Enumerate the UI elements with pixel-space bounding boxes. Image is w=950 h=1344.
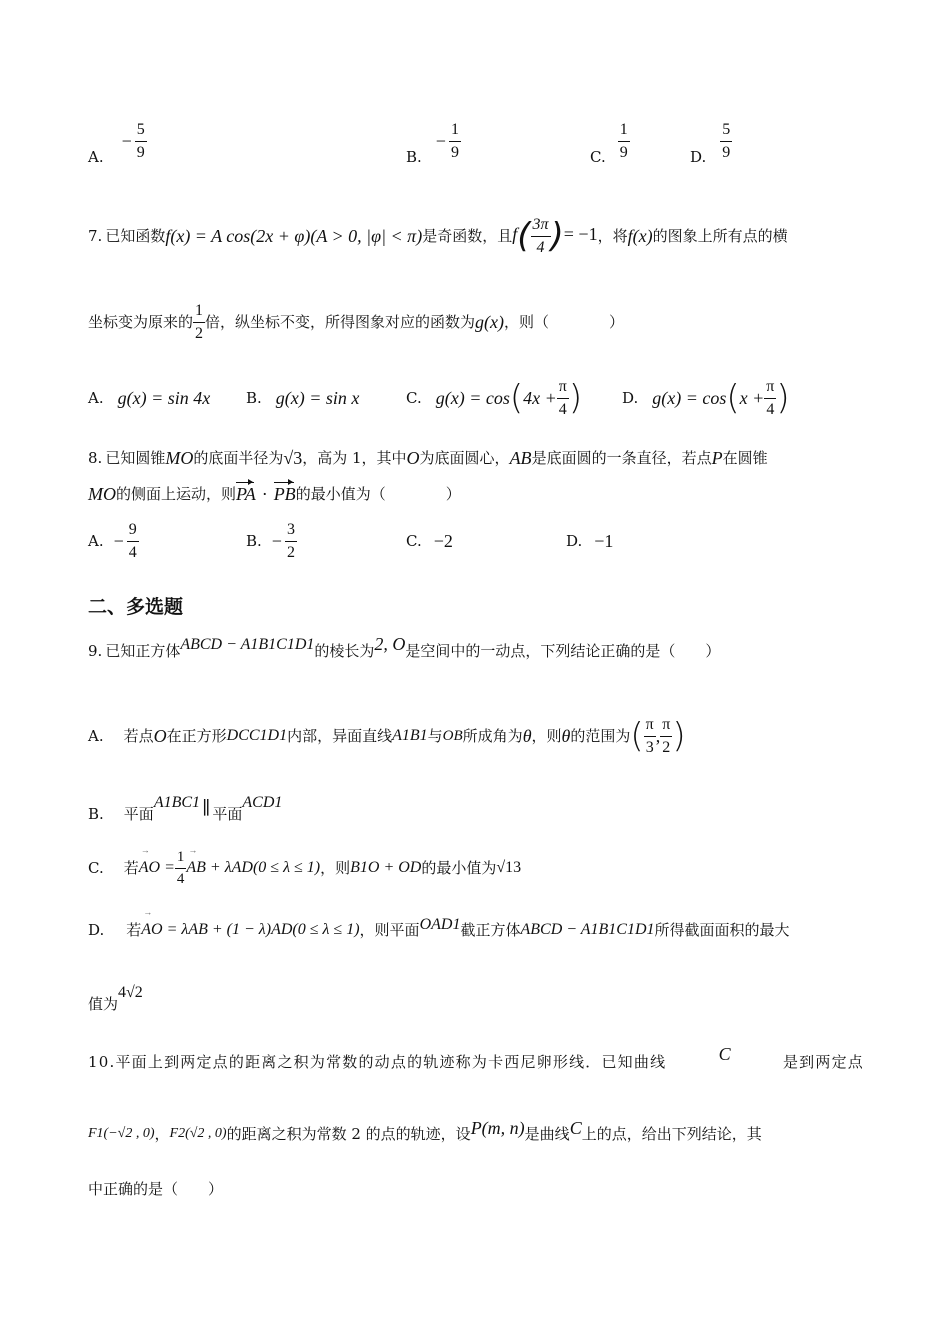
vector-expression: → AB + λAD(0 ≤ λ ≤ 1) xyxy=(186,859,320,877)
fraction: $\frac{1}{9}$ xyxy=(619,121,628,161)
option-label: C. xyxy=(406,388,422,407)
text: 值为 xyxy=(88,994,119,1013)
fraction-half: $\frac{1}{2}$ xyxy=(195,302,204,342)
paren-close: ) xyxy=(672,716,686,756)
cube-name: ABCD − A1B1C1D1 xyxy=(180,635,315,653)
text: 上的点，给出下列结论，其 xyxy=(581,1124,762,1143)
paren-open: ( xyxy=(509,378,524,418)
text: 的距离之积为常数 2 的点的轨迹，设 xyxy=(226,1124,471,1143)
paren-open: ( xyxy=(630,716,644,756)
fraction: $\frac{9}{4}$ xyxy=(128,520,137,561)
text: ，高为 1，其中 xyxy=(302,449,407,467)
text: 若点 xyxy=(123,726,154,745)
text: 已知圆锥 xyxy=(105,449,166,467)
q8-option-a[interactable] xyxy=(88,518,139,564)
point-p: P(m, n) xyxy=(470,1117,525,1138)
math-var: O xyxy=(406,448,420,468)
fraction: $\frac{\pi}{4}$ xyxy=(558,377,567,418)
q7-option-a[interactable] xyxy=(88,370,210,426)
q10-stem-line2 xyxy=(88,1114,762,1154)
separator: ， xyxy=(154,1124,170,1143)
q7-option-d[interactable] xyxy=(622,370,790,426)
minus-sign: − xyxy=(121,131,132,151)
option-label: B. xyxy=(246,531,262,550)
section-title: 二、多选题 xyxy=(88,596,184,618)
q9-stem xyxy=(88,634,721,660)
q7-option-b[interactable] xyxy=(246,370,359,426)
math-var: MO xyxy=(165,448,194,468)
option-label: C. xyxy=(88,858,104,877)
text: 的最小值为（ ） xyxy=(295,485,461,503)
math-var: θ xyxy=(561,725,571,746)
face-name: DCC1D1 xyxy=(226,727,288,744)
paren-close: ) xyxy=(776,378,790,418)
option-formula: g(x) = sin x xyxy=(275,387,360,408)
text: 在圆锥 xyxy=(722,449,768,467)
vector-pa: PA xyxy=(236,484,256,504)
question-number: 7. xyxy=(88,226,103,245)
q9-option-d-line2 xyxy=(88,982,143,1012)
option-formula: g(x) = cos xyxy=(435,387,510,408)
text: 在正方形 xyxy=(166,726,227,745)
q9-option-d-line1[interactable] xyxy=(88,910,790,950)
option-label: B. xyxy=(246,388,262,407)
option-formula: g(x) = cos xyxy=(652,387,727,408)
plane-name: A1BC1 xyxy=(153,794,201,811)
text: ，则平面 xyxy=(359,920,420,939)
vector-expression: → AO = λAB + (1 − λ)AD(0 ≤ λ ≤ 1) xyxy=(141,921,359,939)
text: 10.平面上到两定点的距离之积为常数的动点的轨迹称为卡西尼卵形线．已知曲线 xyxy=(88,1052,667,1071)
option-label: C. xyxy=(406,531,422,550)
gx: g(x) xyxy=(475,311,505,332)
fraction: $\frac{1}{9}$ xyxy=(450,121,459,161)
text: 坐标变为原来的 xyxy=(88,312,194,331)
text: ，将 xyxy=(597,226,628,245)
text: 平面 xyxy=(123,804,154,823)
option-label: C. xyxy=(590,148,606,166)
text: 已知函数 xyxy=(105,226,166,245)
q7-option-c[interactable] xyxy=(406,370,582,426)
math-var: O xyxy=(153,725,167,746)
min-value: √13 xyxy=(496,859,522,876)
option-label: A. xyxy=(88,148,104,166)
text: 是奇函数，且 xyxy=(422,226,513,245)
paren-close: ) xyxy=(568,378,583,418)
text: 所得截面面积的最大 xyxy=(654,920,790,939)
q6-option-a[interactable] xyxy=(88,118,147,165)
text: 倍，纵坐标不变，所得图象对应的函数为 xyxy=(205,312,476,331)
text: 已知正方体 xyxy=(105,642,181,660)
option-label: B. xyxy=(88,804,104,823)
question-number: 8. xyxy=(88,449,103,467)
option-formula-inner: x + xyxy=(739,387,765,408)
option-label: D. xyxy=(88,920,105,939)
q8-option-b[interactable] xyxy=(246,518,297,564)
edge-length: 2, O xyxy=(374,634,406,654)
q6-option-d[interactable] xyxy=(690,118,732,165)
parallel-symbol: ∥ xyxy=(202,797,211,818)
text: 与 xyxy=(427,726,443,745)
minus-sign: − xyxy=(271,530,282,551)
q10-stem-line1 xyxy=(88,1042,864,1082)
q8-option-d[interactable] xyxy=(566,518,613,564)
text: 若 xyxy=(123,858,139,877)
option-label: A. xyxy=(88,726,104,745)
fraction: $\frac{1}{4}$ xyxy=(176,849,185,887)
plane-name: OAD1 xyxy=(419,916,461,933)
q10-stem-line3: 中正确的是（ ） xyxy=(88,1180,224,1198)
fraction: $\frac{5}{9}$ xyxy=(136,121,145,161)
q9-option-a[interactable] xyxy=(88,704,686,768)
comma: , xyxy=(655,725,661,746)
fraction: $\frac{5}{9}$ xyxy=(722,121,731,161)
line-name: OB xyxy=(442,727,463,744)
q7-stem-line2 xyxy=(88,302,624,342)
text: 的侧面上运动，则 xyxy=(116,485,237,503)
focus-f1: F1(−√2 , 0) xyxy=(88,1126,155,1141)
text: 截正方体 xyxy=(460,920,521,939)
curve-name: C xyxy=(569,1117,582,1138)
fraction: $\frac{\pi}{2}$ xyxy=(662,715,671,756)
math-var: AB xyxy=(509,448,532,468)
minus-sign: − xyxy=(113,530,124,551)
plane-name: ACD1 xyxy=(242,794,283,811)
option-label: D. xyxy=(622,388,639,407)
text: 是到两定点 xyxy=(782,1052,864,1071)
condition-formula: f( $\frac{3\pi}{4}$ )= −1 xyxy=(512,216,598,257)
fraction: $\frac{3}{2}$ xyxy=(286,520,295,561)
option-label: B. xyxy=(406,148,422,166)
option-label: D. xyxy=(690,148,707,166)
text: ，则 xyxy=(320,858,351,877)
text: 内部，异面直线 xyxy=(287,726,393,745)
question-number: 9. xyxy=(88,642,103,660)
text: 是空间中的一动点，下列结论正确的是（ ） xyxy=(405,642,721,660)
text: 为底面圆心， xyxy=(419,449,510,467)
text: 的棱长为 xyxy=(314,642,375,660)
option-formula: g(x) = sin 4x xyxy=(117,387,211,408)
math-var: θ xyxy=(522,725,532,746)
q6-option-b[interactable] xyxy=(406,118,461,165)
curve-name: C xyxy=(718,1043,731,1064)
text: 的底面半径为 xyxy=(193,449,284,467)
option-label: D. xyxy=(566,531,583,550)
q7-stem-line1 xyxy=(88,216,788,256)
vector-pb: PB xyxy=(273,484,296,504)
q8-stem-line1 xyxy=(88,448,768,469)
vector-expression: → AO = xyxy=(139,859,175,877)
fx: f(x) xyxy=(627,225,653,246)
q8-option-c[interactable] xyxy=(406,518,453,564)
q6-option-c[interactable] xyxy=(590,118,630,165)
distance-expression: B1O + OD xyxy=(350,859,422,876)
q8-stem-line2 xyxy=(88,484,461,505)
q9-option-c[interactable] xyxy=(88,844,521,892)
text: 是底面圆的一条直径，若点 xyxy=(531,449,712,467)
option-formula-inner: 4x + xyxy=(523,387,557,408)
text: 是曲线 xyxy=(524,1124,570,1143)
text: 的图象上所有点的横 xyxy=(652,226,788,245)
text: 所成角为 xyxy=(462,726,523,745)
option-label: A. xyxy=(88,388,104,407)
option-value: −1 xyxy=(594,530,614,551)
option-label: A. xyxy=(88,531,104,550)
math-var: MO xyxy=(88,484,116,504)
text: 若 xyxy=(126,920,142,939)
cube-name: ABCD − A1B1C1D1 xyxy=(520,921,655,938)
fraction: $\frac{\pi}{3}$ xyxy=(645,715,654,756)
q9-option-b[interactable] xyxy=(88,790,282,826)
option-value: −2 xyxy=(433,530,453,551)
paren-open: ( xyxy=(726,378,740,418)
line-name: A1B1 xyxy=(392,727,428,744)
math-var: P xyxy=(711,448,723,468)
text: ，则 xyxy=(531,726,562,745)
text: 平面 xyxy=(212,804,243,823)
radius-value: √3 xyxy=(283,448,303,468)
text: ，则（ ） xyxy=(504,312,625,331)
text: 的范围为 xyxy=(570,726,631,745)
dot-operator: · xyxy=(261,484,268,504)
minus-sign: − xyxy=(435,131,446,151)
max-area-value: 4√2 xyxy=(118,984,143,1001)
function-formula: f(x) = A cos(2x + φ)(A > 0, |φ| < π) xyxy=(165,225,423,246)
fraction: $\frac{\pi}{4}$ xyxy=(766,377,775,418)
text: 的最小值为 xyxy=(421,858,497,877)
focus-f2: F2(√2 , 0) xyxy=(169,1126,227,1141)
